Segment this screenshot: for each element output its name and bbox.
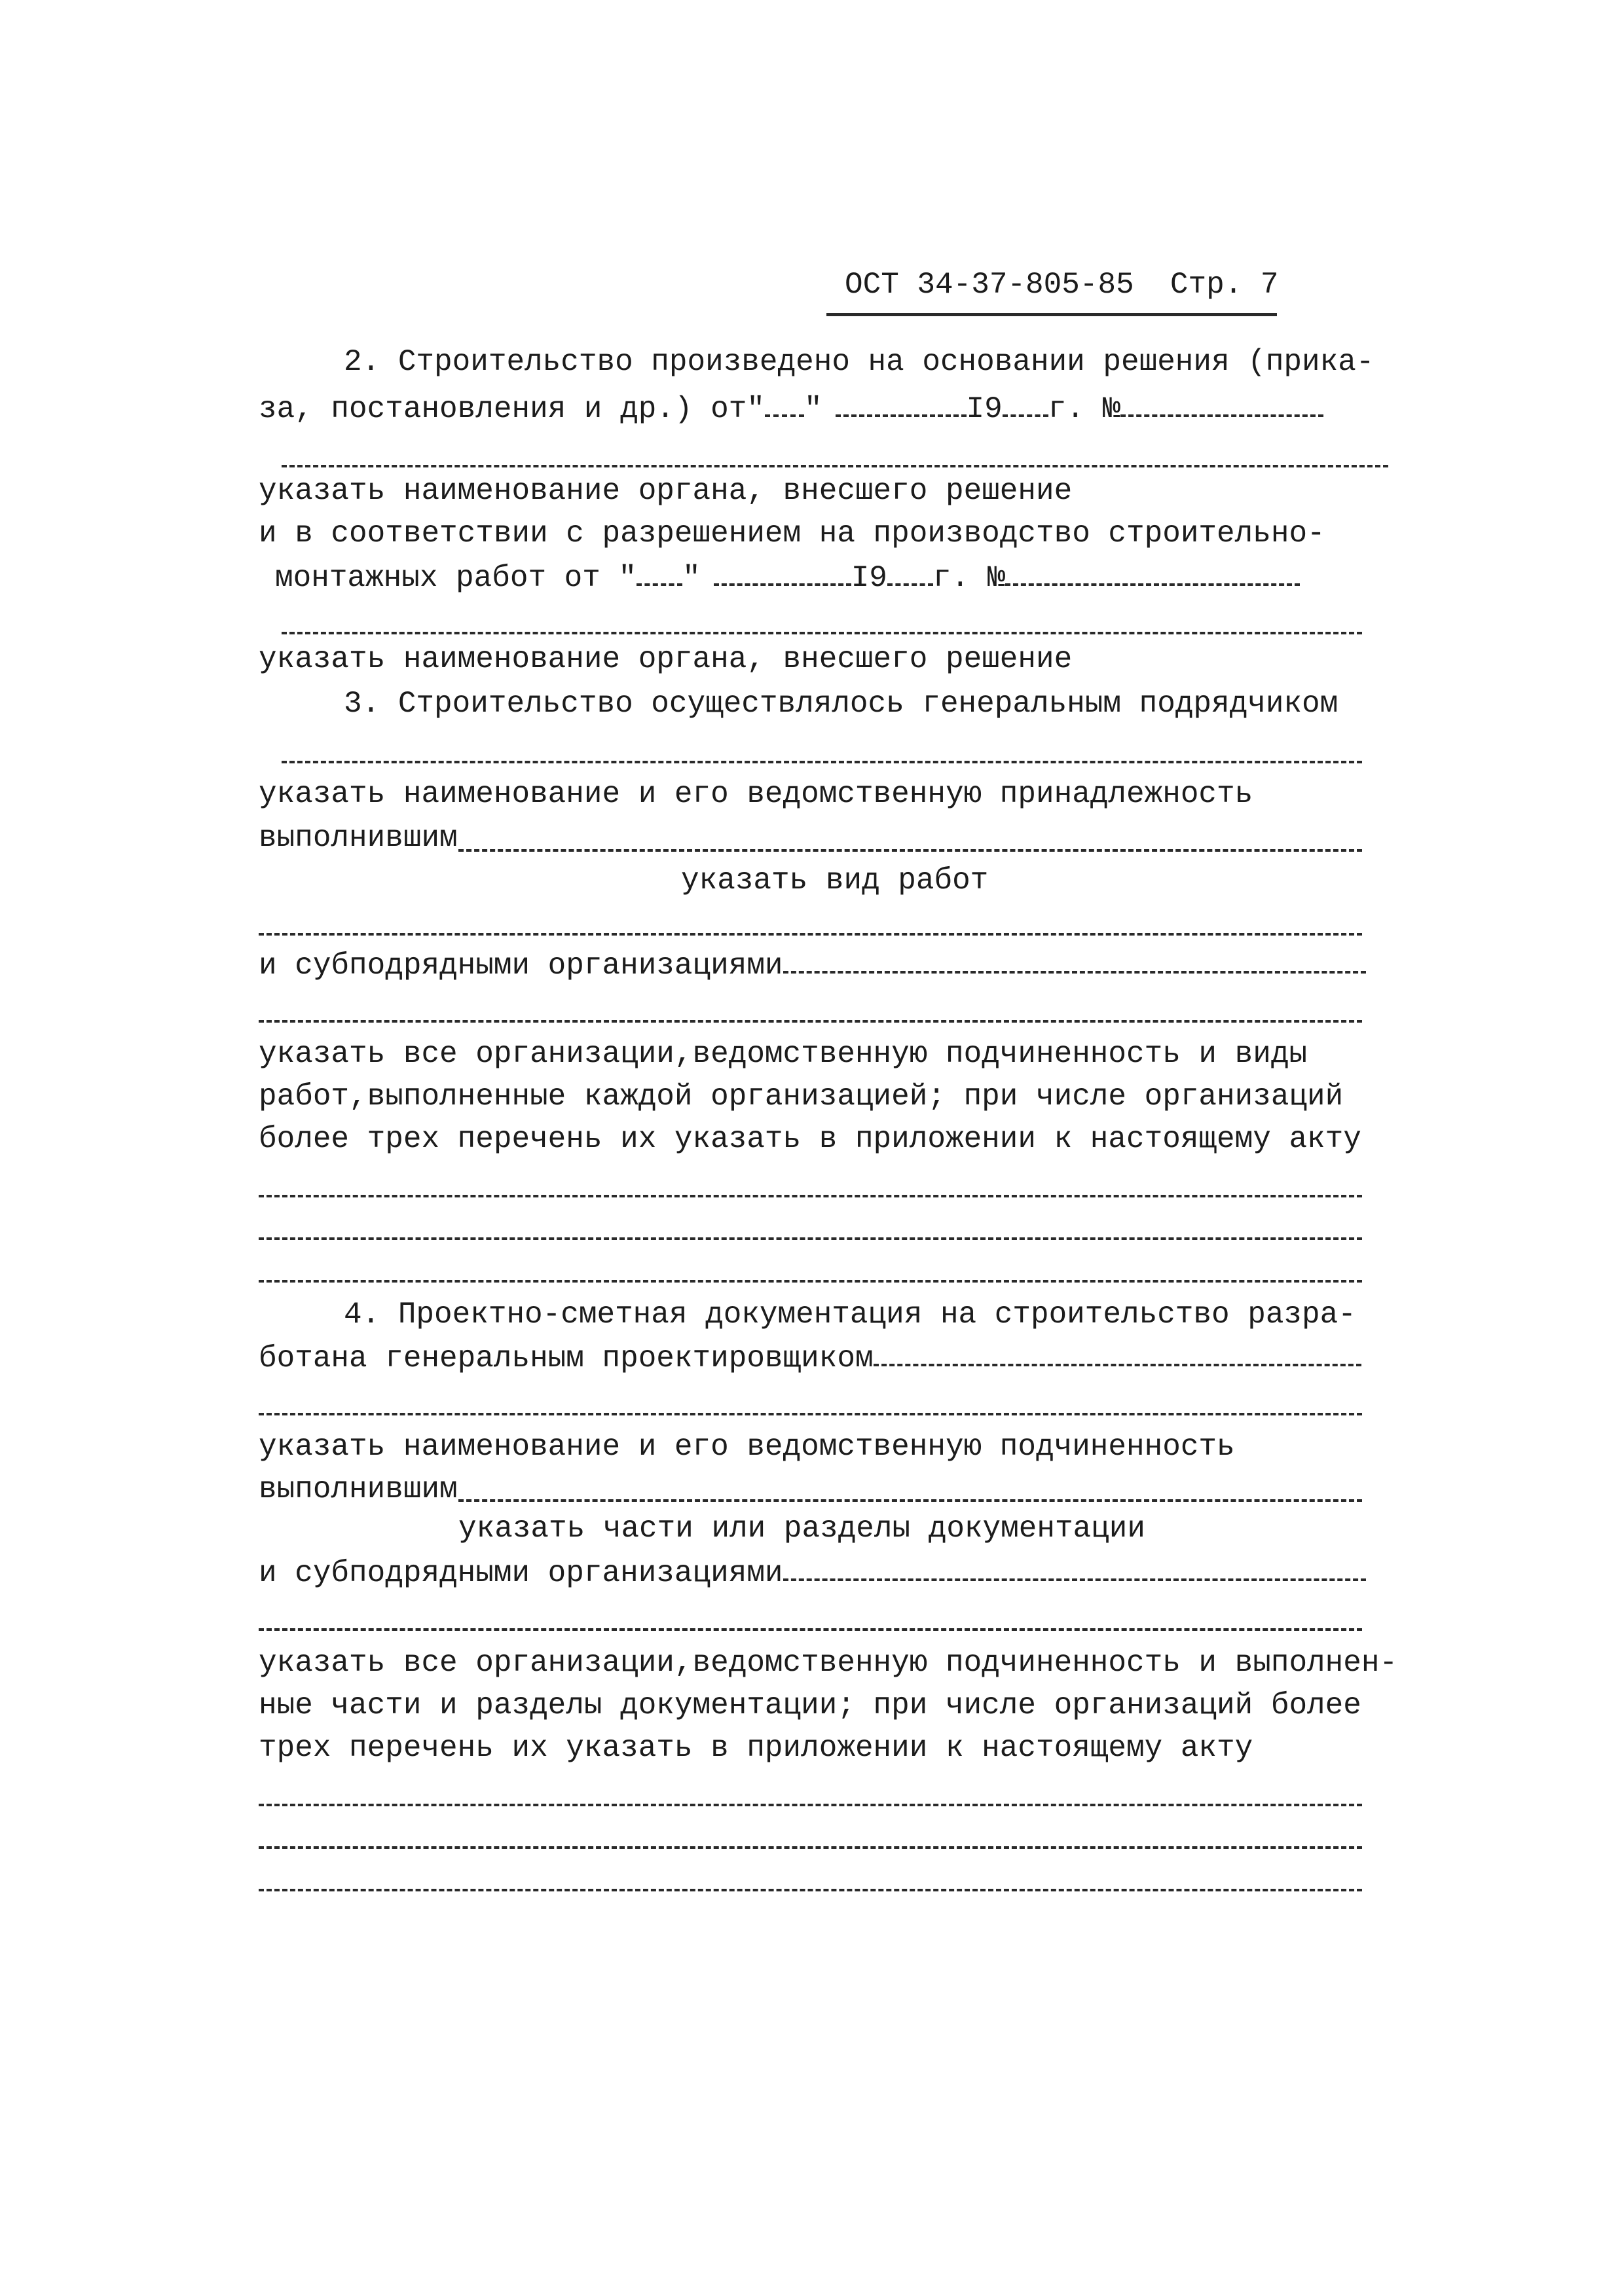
subcontractor-blank-2 — [783, 1578, 1366, 1581]
s4-line1: 4. Проектно-сметная документация на строительство разра- — [344, 1298, 1356, 1332]
s4-caption3-1: указать все организации,ведомственную подчиненность и выполнен- — [259, 1646, 1398, 1680]
work-type-blank-line-2 — [259, 933, 1362, 936]
work-type-blank-line — [458, 849, 1362, 852]
s2-line1: 2. Строительство произведено на основании решения (прика- — [344, 345, 1375, 379]
s3-caption3-1: указать все организации,ведомственную подчиненность и виды — [259, 1037, 1308, 1071]
authority-blank-line — [282, 465, 1388, 467]
header-underline — [826, 313, 1277, 316]
blank-line-f — [259, 1889, 1362, 1891]
order-number-label: г. № — [1048, 392, 1121, 426]
blank-line-c — [259, 1280, 1362, 1283]
designer-blank-line — [259, 1413, 1362, 1415]
document-code — [845, 265, 1279, 304]
s4-performed: выполнившим — [259, 1472, 458, 1506]
s3-caption3-3: более трех перечень их указать в приложении к настоящему акту — [259, 1122, 1361, 1156]
year-prefix: I9 — [966, 392, 1003, 426]
blank-line-e — [259, 1846, 1362, 1849]
year-prefix-2: I9 — [851, 561, 887, 595]
doc-part-blank-line — [458, 1499, 1362, 1502]
standard-number: ОСТ 34-37-805-85 — [845, 268, 1134, 302]
s2-line3: и в соответствии с разрешением на производство строительно- — [259, 517, 1325, 551]
month-blank — [836, 414, 967, 417]
subcontractor-blank-line-2 — [259, 1628, 1362, 1631]
subcontractor-blank — [783, 971, 1366, 974]
contractor-blank-line — [282, 761, 1362, 763]
s3-caption3-2: работ,выполненные каждой организацией; при числе организаций — [259, 1080, 1344, 1114]
authority-blank-line-2 — [282, 632, 1362, 634]
day-blank — [765, 414, 804, 417]
year-blank — [1003, 414, 1048, 417]
s3-performed: выполнившим — [259, 821, 458, 855]
year-blank-2 — [887, 583, 933, 586]
order-number-blank — [1120, 414, 1323, 417]
s3-caption1: указать наименование и его ведомственную принадлежность — [259, 777, 1253, 811]
page-number: Стр. 7 — [1170, 268, 1279, 302]
s3-sub: и субподрядными организациями — [259, 946, 1366, 985]
s4-caption1: указать наименование и его ведомственную подчиненность — [259, 1430, 1235, 1464]
designer-blank — [874, 1364, 1361, 1366]
blank-line-b — [259, 1237, 1362, 1240]
s2-caption2: указать наименование органа, внесшего решение — [259, 642, 1073, 676]
s2-caption1: указать наименование органа, внесшего решение — [259, 474, 1073, 508]
s4-line2: ботана генеральным проектировщиком — [259, 1339, 1361, 1378]
s2-line4: монтажных работ от " " I9 г. № — [275, 558, 1300, 598]
permit-number-label: г. № — [932, 561, 1006, 595]
s4-caption2: указать части или разделы документации — [458, 1512, 1145, 1546]
s4-caption3-3: трех перечень их указать в приложении к настоящему акту — [259, 1731, 1253, 1765]
s3-caption2: указать вид работ — [681, 864, 989, 898]
month-blank-2 — [714, 583, 851, 586]
day-blank-2 — [637, 583, 682, 586]
blank-line-a — [259, 1195, 1362, 1197]
s2-line2: за, постановления и др.) от" " I9 г. № — [259, 390, 1323, 429]
s4-sub: и субподрядными организациями — [259, 1554, 1366, 1593]
permit-number-blank — [1005, 583, 1300, 586]
blank-line-d — [259, 1804, 1362, 1806]
s4-caption3-2: ные части и разделы документации; при числе организаций более — [259, 1688, 1361, 1722]
s3-line1: 3. Строительство осуществлялось генеральным подрядчиком — [344, 687, 1338, 721]
subcontractor-blank-line — [259, 1020, 1362, 1023]
